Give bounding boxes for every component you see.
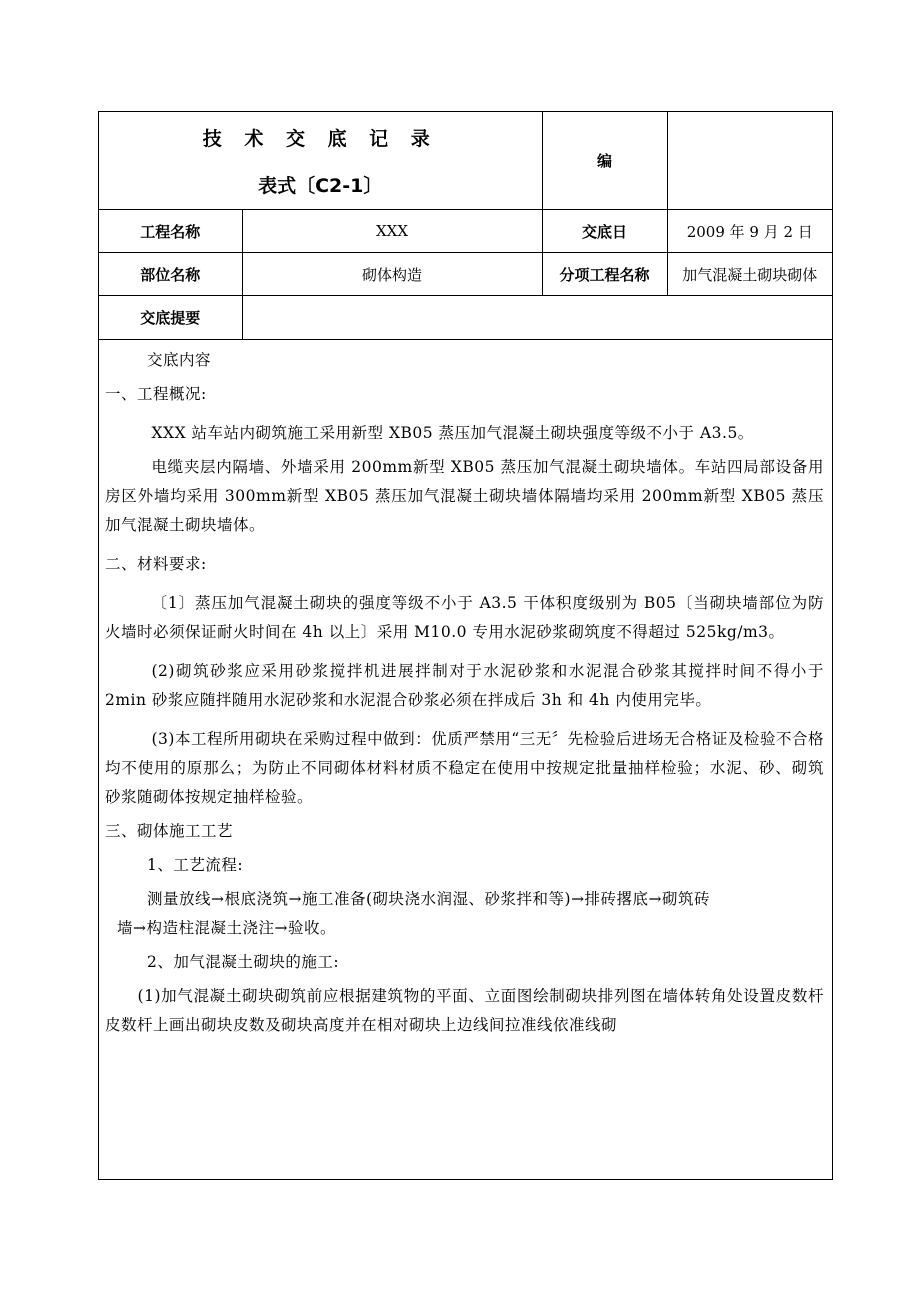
- summary-value: [242, 296, 832, 340]
- section-3-title: 三、砌体施工工艺: [105, 822, 234, 840]
- disclosure-content: [99, 341, 832, 1040]
- form-code: 表式〔C2-1〕: [258, 174, 383, 197]
- section-1-paragraph-2: 电缆夹层内隔墙、外墙采用 200mm新型 XB05 蒸压加气混凝土砌块墙体。车站四局部设备用房区外墙均采用 300mm新型 XB05 蒸压加气混凝土砌块墙体隔墙均采用 200mm新型 XB05 蒸压加气混凝土砌块墙体。: [105, 458, 824, 534]
- technical-disclosure-record: [98, 111, 833, 1180]
- sub-project-label: 分项工程名称: [542, 253, 667, 296]
- part-name-value: 砌体构造: [242, 253, 542, 296]
- project-name-label: 工程名称: [99, 210, 242, 253]
- section-1-title: 一、工程概况:: [105, 385, 207, 403]
- project-name-value: XXX: [242, 210, 542, 253]
- disclosure-date-value: 2009 年 9 月 2 日: [667, 210, 832, 253]
- serial-value: [667, 112, 832, 210]
- serial-label: 编: [542, 112, 667, 210]
- part-name-label: 部位名称: [99, 253, 242, 296]
- section-3-paragraph-1: (1)加气混凝土砌块砌筑前应根据建筑物的平面、立面图绘制砌块排列图在墙体转角处设置皮数杆皮数杆上画出砌块皮数及砌块高度并在相对砌块上边线间拉准线依准线砌: [105, 987, 824, 1034]
- section-2-title: 二、材料要求:: [105, 555, 207, 573]
- process-flow-line-2: 墙→构造柱混凝土浇注→验收。: [117, 919, 336, 937]
- disclosure-date-label: 交底日: [542, 210, 667, 253]
- section-2-paragraph-3: (3)本工程所用砌块在采购过程中做到：优质严禁用“三无〞先检验后进场无合格证及检验不合格均不使用的原那么；为防止不同砌体材料材质不稳定在使用中按规定批量抽样检验；水泥、砂、砌筑砂浆随砌体按规定抽样检验。: [105, 730, 824, 806]
- title-cell: [99, 112, 542, 210]
- section-2-paragraph-1: 〔1〕蒸压加气混凝土砌块的强度等级不小于 A3.5 干体积度级别为 B05〔当砌块墙部位为防火墙时必须保证耐火时间在 4h 以上〕采用 M10.0 专用水泥砂浆砌筑度不得超过 525kg/m3。: [105, 594, 824, 641]
- summary-label: 交底提要: [99, 296, 242, 340]
- content-heading: 交底内容: [147, 351, 212, 369]
- section-1-paragraph-1: XXX 站车站内砌筑施工采用新型 XB05 蒸压加气混凝土砌块强度等级不小于 A3.5。: [151, 424, 754, 442]
- process-flow-line-1: 测量放线→根底浇筑→施工准备(砌块浇水润湿、砂浆拌和等)→排砖撂底→砌筑砖: [147, 890, 711, 908]
- document-title: 技 术 交 底 记 录: [202, 127, 438, 150]
- header-table: [99, 112, 832, 340]
- section-2-paragraph-2: (2)砌筑砂浆应采用砂浆搅拌机进展拌制对于水泥砂浆和水泥混合砂浆其搅拌时间不得小于 2min 砂浆应随拌随用水泥砂浆和水泥混合砂浆必须在拌成后 3h 和 4h 内使用完毕。: [105, 662, 824, 709]
- section-3-subtitle-1: 1、工艺流程:: [147, 856, 244, 874]
- section-3-subtitle-2: 2、加气混凝土砌块的施工:: [147, 953, 340, 971]
- sub-project-value: 加气混凝土砌块砌体: [667, 253, 832, 296]
